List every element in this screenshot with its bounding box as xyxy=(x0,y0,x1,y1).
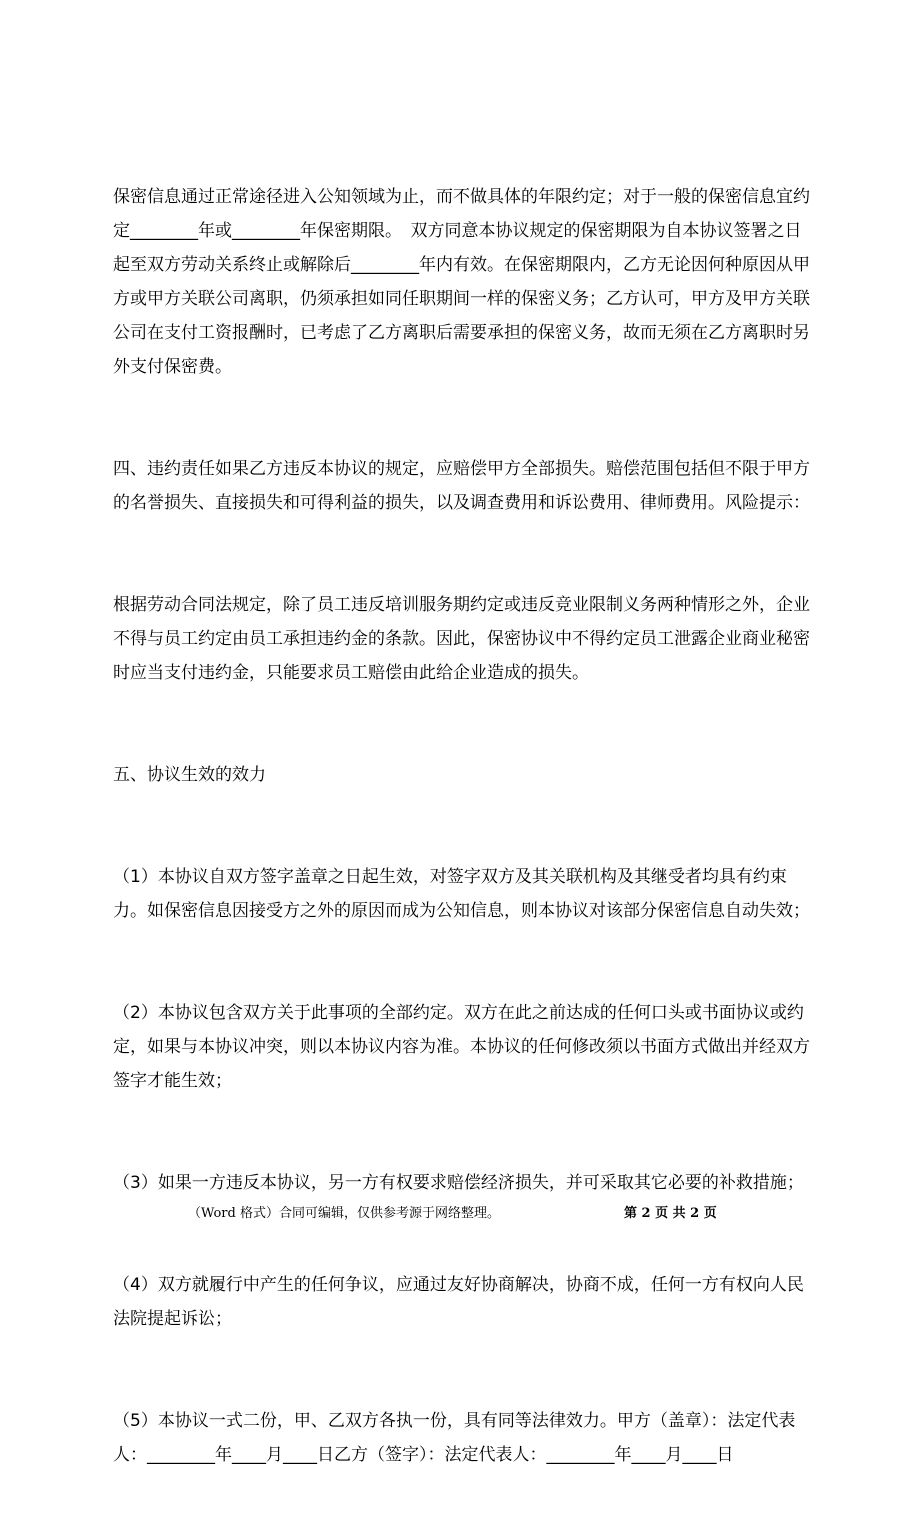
section-heading-effect: 五、协议生效的效力 xyxy=(113,765,266,785)
clause-4: （4）双方就履行中产生的任何争议，应通过友好协商解决，协商不成，任何一方有权向人民法院提起诉讼； xyxy=(113,1275,804,1329)
footer-note: （Word 格式）合同可编辑，仅供参考源于网络整理。 xyxy=(188,1206,500,1221)
clause-2: （2）本协议包含双方关于此事项的全部约定。双方在此之前达成的任何口头或书面协议或约定，如果与本协议冲突，则以本协议内容为准。本协议的任何修改须以书面方式做出并经双方签字才能生效； xyxy=(113,1003,810,1091)
paragraph-liability: 四、违约责任如果乙方违反本协议的规定，应赔偿甲方全部损失。赔偿范围包括但不限于甲方的名誉损失、直接损失和可得利益的损失，以及调查费用和诉讼费用、律师费用。风险提示： xyxy=(113,459,810,513)
clause-1: （1）本协议自双方签字盖章之日起生效，对签字双方及其关联机构及其继受者均具有约束力。如保密信息因接受方之外的原因而成为公知信息，则本协议对该部分保密信息自动失效； xyxy=(113,867,810,921)
paragraph-risk-note: 根据劳动合同法规定，除了员工违反培训服务期约定或违反竞业限制义务两种情形之外，企业不得与员工约定由员工承担违约金的条款。因此，保密协议中不得约定员工泄露企业商业秘密时应当支付违约金，只能要求员工赔偿由此给企业造成的损失。 xyxy=(113,595,810,683)
document-body xyxy=(113,112,813,1540)
clause-3: （3）如果一方违反本协议，另一方有权要求赔偿经济损失，并可采取其它必要的补救措施； xyxy=(113,1173,804,1193)
paragraph-confidentiality-term: 保密信息通过正常途径进入公知领域为止，而不做具体的年限约定；对于一般的保密信息宜约定________年或________年保密期限。 双方同意本协议规定的保密期限为自本协议签署之日起至双方劳动关系终止或解除后________年内有效。在保密期限内，乙方无论因何种原因从甲方或甲方关联公司离职，仍须承担如同任职期间一样的保密义务；乙方认可，甲方及甲方关联公司在支付工资报酬时，已考虑了乙方离职后需要承担的保密义务，故而无须在乙方离职时另外支付保密费。 xyxy=(113,187,810,377)
page-indicator: 第 2 页 共 2 页 xyxy=(624,1206,717,1221)
clause-5-signatures: （5）本协议一式二份，甲、乙双方各执一份，具有同等法律效力。甲方（盖章）：法定代表人：________年____月____日乙方（签字）：法定代表人：________年____月____日 xyxy=(113,1411,796,1465)
